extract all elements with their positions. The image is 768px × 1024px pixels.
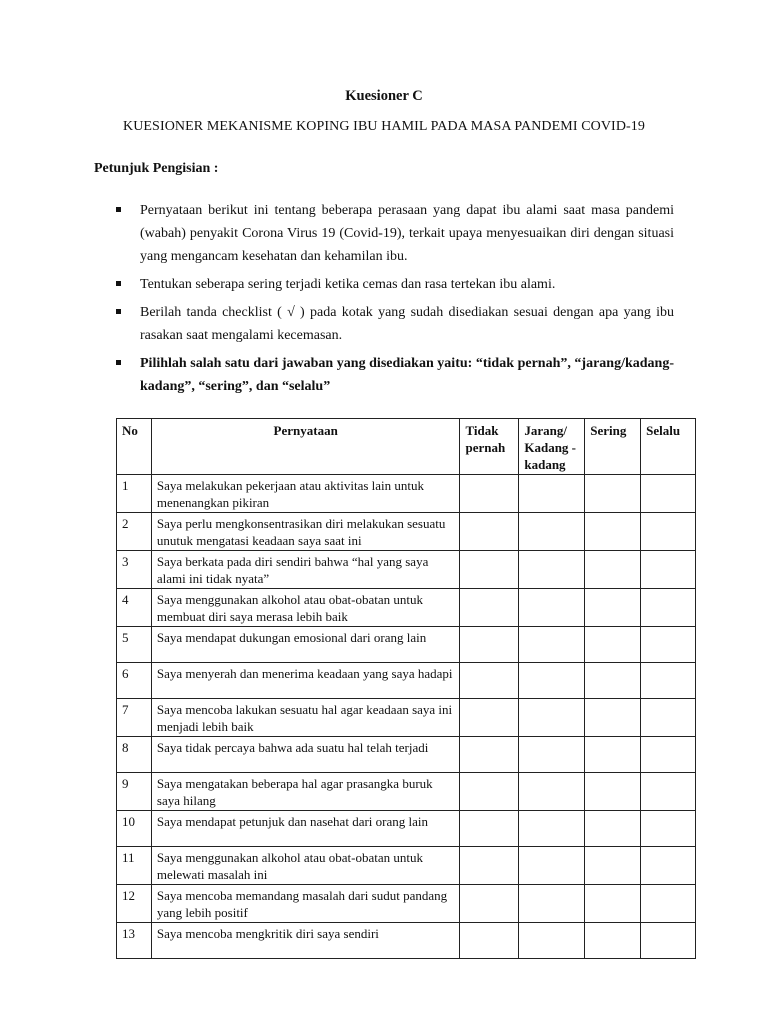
table-row (117, 513, 696, 551)
answer-cell-tidak-pernah[interactable] (460, 773, 519, 811)
header-jarang-kadang: Jarang/ Kadang -kadang (519, 419, 585, 475)
answer-cell-selalu[interactable] (641, 699, 696, 737)
answer-cell-tidak-pernah[interactable] (460, 627, 519, 663)
answer-cell-sering[interactable] (585, 475, 641, 513)
table-row (117, 475, 696, 513)
answer-cell-jarang-kadang[interactable] (519, 773, 585, 811)
document-subtitle: KUESIONER MEKANISME KOPING IBU HAMIL PADA MASA PANDEMI COVID-19 (122, 119, 645, 134)
row-number: 13 (117, 923, 152, 959)
row-statement: Saya mendapat dukungan emosional dari orang lain (151, 627, 460, 663)
answer-cell-sering[interactable] (585, 589, 641, 627)
table-row (117, 737, 696, 773)
header-sering: Sering (585, 419, 641, 475)
row-statement: Saya perlu mengkonsentrasikan diri melakukan sesuatu unutuk mengatasi keadaan saya saat ini (151, 513, 460, 551)
table-row (117, 589, 696, 627)
table-row (117, 923, 696, 959)
table-row (117, 885, 696, 923)
row-number: 1 (117, 475, 152, 513)
row-statement: Saya mendapat petunjuk dan nasehat dari orang lain (151, 811, 460, 847)
answer-cell-selalu[interactable] (641, 513, 696, 551)
table-row (117, 847, 696, 885)
answer-cell-sering[interactable] (585, 847, 641, 885)
answer-cell-jarang-kadang[interactable] (519, 513, 585, 551)
answer-cell-selalu[interactable] (641, 663, 696, 699)
answer-cell-tidak-pernah[interactable] (460, 699, 519, 737)
instruction-text: Berilah tanda checklist ( √ ) pada kotak yang sudah disediakan sesuai dengan apa yang ibu rasakan saat mengalami kecemasan. (140, 305, 674, 343)
row-number: 10 (117, 811, 152, 847)
answer-cell-sering[interactable] (585, 737, 641, 773)
instruction-text: Pernyataan berikut ini tentang beberapa perasaan yang dapat ibu alami saat masa pandemi (wabah) penyakit Corona Virus 19 (Covid-19), terkait upaya menyesuaikan diri dengan situasi yang mengancam kesehatan dan kehamilan ibu. (140, 203, 674, 264)
answer-cell-tidak-pernah[interactable] (460, 847, 519, 885)
instruction-text: Tentukan seberapa sering terjadi ketika cemas dan rasa tertekan ibu alami. (140, 277, 556, 292)
answer-cell-selalu[interactable] (641, 589, 696, 627)
header-statement: Pernyataan (151, 419, 460, 475)
table-row (117, 811, 696, 847)
answer-cell-selalu[interactable] (641, 737, 696, 773)
instruction-item (94, 301, 674, 347)
questionnaire-table (116, 418, 696, 959)
row-statement: Saya mengatakan beberapa hal agar prasangka buruk saya hilang (151, 773, 460, 811)
answer-cell-jarang-kadang[interactable] (519, 475, 585, 513)
answer-cell-selalu[interactable] (641, 847, 696, 885)
answer-cell-jarang-kadang[interactable] (519, 627, 585, 663)
table-row (117, 773, 696, 811)
instruction-item (94, 352, 674, 398)
answer-cell-tidak-pernah[interactable] (460, 885, 519, 923)
answer-cell-jarang-kadang[interactable] (519, 923, 585, 959)
instruction-text: Pilihlah salah satu dari jawaban yang disediakan yaitu: “tidak pernah”, “jarang/kadang-kadang”, “sering”, dan “selalu” (140, 356, 674, 394)
answer-cell-sering[interactable] (585, 885, 641, 923)
instruction-item (94, 199, 674, 268)
answer-cell-jarang-kadang[interactable] (519, 885, 585, 923)
table-row (117, 627, 696, 663)
answer-cell-selalu[interactable] (641, 923, 696, 959)
row-statement: Saya menggunakan alkohol atau obat-obatan untuk membuat diri saya merasa lebih baik (151, 589, 460, 627)
header-no: No (117, 419, 152, 475)
row-statement: Saya tidak percaya bahwa ada suatu hal telah terjadi (151, 737, 460, 773)
answer-cell-selalu[interactable] (641, 475, 696, 513)
answer-cell-jarang-kadang[interactable] (519, 737, 585, 773)
answer-cell-sering[interactable] (585, 663, 641, 699)
answer-cell-jarang-kadang[interactable] (519, 551, 585, 589)
answer-cell-tidak-pernah[interactable] (460, 589, 519, 627)
row-number: 6 (117, 663, 152, 699)
row-statement: Saya melakukan pekerjaan atau aktivitas lain untuk menenangkan pikiran (151, 475, 460, 513)
row-number: 8 (117, 737, 152, 773)
answer-cell-sering[interactable] (585, 627, 641, 663)
answer-cell-selalu[interactable] (641, 773, 696, 811)
row-statement: Saya berkata pada diri sendiri bahwa “hal yang saya alami ini tidak nyata” (151, 551, 460, 589)
answer-cell-sering[interactable] (585, 513, 641, 551)
header-tidak-pernah: Tidak pernah (460, 419, 519, 475)
answer-cell-jarang-kadang[interactable] (519, 811, 585, 847)
row-statement: Saya menyerah dan menerima keadaan yang saya hadapi (151, 663, 460, 699)
row-number: 3 (117, 551, 152, 589)
answer-cell-selalu[interactable] (641, 811, 696, 847)
answer-cell-sering[interactable] (585, 923, 641, 959)
answer-cell-jarang-kadang[interactable] (519, 589, 585, 627)
row-statement: Saya mencoba lakukan sesuatu hal agar keadaan saya ini menjadi lebih baik (151, 699, 460, 737)
answer-cell-sering[interactable] (585, 811, 641, 847)
table-header-row (117, 419, 696, 475)
answer-cell-tidak-pernah[interactable] (460, 663, 519, 699)
table-row (117, 663, 696, 699)
answer-cell-jarang-kadang[interactable] (519, 663, 585, 699)
instructions-heading: Petunjuk Pengisian : (94, 161, 219, 176)
square-bullet-icon (116, 207, 121, 212)
answer-cell-sering[interactable] (585, 699, 641, 737)
instructions-list (94, 199, 674, 403)
row-statement: Saya mencoba memandang masalah dari sudut pandang yang lebih positif (151, 885, 460, 923)
row-statement: Saya menggunakan alkohol atau obat-obatan untuk melewati masalah ini (151, 847, 460, 885)
header-selalu: Selalu (641, 419, 696, 475)
row-number: 2 (117, 513, 152, 551)
answer-cell-sering[interactable] (585, 773, 641, 811)
square-bullet-icon (116, 360, 121, 365)
row-number: 11 (117, 847, 152, 885)
row-statement: Saya mencoba mengkritik diri saya sendiri (151, 923, 460, 959)
row-number: 9 (117, 773, 152, 811)
document-title: Kuesioner C (345, 88, 423, 104)
answer-cell-tidak-pernah[interactable] (460, 923, 519, 959)
square-bullet-icon (116, 281, 121, 286)
square-bullet-icon (116, 309, 121, 314)
answer-cell-selalu[interactable] (641, 627, 696, 663)
answer-cell-selalu[interactable] (641, 551, 696, 589)
answer-cell-jarang-kadang[interactable] (519, 847, 585, 885)
answer-cell-tidak-pernah[interactable] (460, 475, 519, 513)
table-row (117, 551, 696, 589)
answer-cell-selalu[interactable] (641, 885, 696, 923)
answer-cell-tidak-pernah[interactable] (460, 811, 519, 847)
row-number: 4 (117, 589, 152, 627)
row-number: 12 (117, 885, 152, 923)
table-row (117, 699, 696, 737)
answer-cell-sering[interactable] (585, 551, 641, 589)
answer-cell-tidak-pernah[interactable] (460, 737, 519, 773)
answer-cell-tidak-pernah[interactable] (460, 551, 519, 589)
instruction-item (94, 273, 674, 296)
row-number: 5 (117, 627, 152, 663)
answer-cell-tidak-pernah[interactable] (460, 513, 519, 551)
answer-cell-jarang-kadang[interactable] (519, 699, 585, 737)
row-number: 7 (117, 699, 152, 737)
